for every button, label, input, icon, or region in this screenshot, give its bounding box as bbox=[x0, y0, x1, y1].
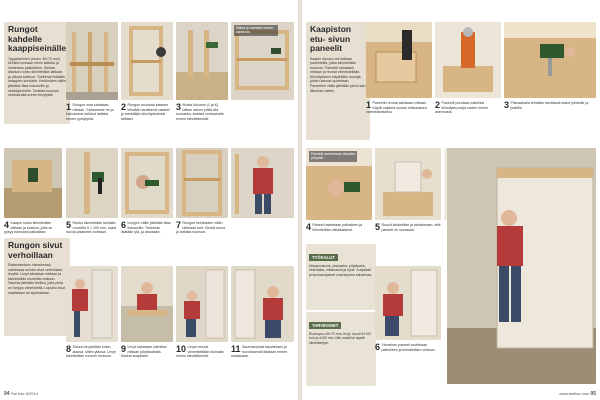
section2-title: Rungon sivut verhoillaan bbox=[8, 240, 63, 260]
photo-caption-overlay: Mittaa ja merkitse ennen sahausta. bbox=[234, 25, 278, 36]
step-4-photo bbox=[4, 148, 62, 218]
left-page-number: 94 bbox=[4, 391, 10, 397]
step-10-photo bbox=[176, 266, 228, 342]
step-8-caption: 8 Sivuun levytetään ensin alaosa, sitten yläosa. Levyt kiinnitetään ruuvein runkoon. bbox=[66, 344, 116, 358]
section2-intro: Rakentamisen viimeisessä vaiheessa seinän sivut verhoillaan levyllä. Levyt sahataan mittaan ja kiinnitetään ruuveilla runkoon. Saumat jätetään tiiviiksi, jotta pinta on helppo viimeistellä. Lopuksi sivut maalataan tai tapetoidaan. bbox=[8, 263, 66, 295]
panel-step-1-caption: 1 Paneelin reunat sahataan mittaan. Käytä ohjainta suoran leikkauksen varmistamiseksi. bbox=[366, 100, 428, 114]
panel-photo-note: Paneelit asennetaan alhaalta ylöspäin. bbox=[309, 151, 357, 162]
right-section-title: Kaapiston etu- sivun paneelit bbox=[310, 24, 352, 53]
step-1-caption: 1 Rungon osat sahataan mittaan. Sahaamme ne ja kokoamme kehikot lattialla ennen pystytystä. bbox=[66, 102, 114, 121]
panel-step-1-photo bbox=[366, 22, 432, 98]
tools-tip-heading: TYÖKALUT bbox=[309, 254, 338, 261]
materials-tip-heading: TARVIKKEET bbox=[309, 322, 341, 329]
step-9-photo bbox=[121, 266, 173, 342]
hero-photo bbox=[447, 148, 596, 384]
step-7-caption: 7 Rungon kehikoiden väliin laitetaan tuet. Kiristä ruuvit ja tarkista suoruus. bbox=[176, 220, 225, 234]
panel-step-5-caption: 5 Ruuvit kiristetään ja tarkistetaan, että paneeli on suorassa. bbox=[375, 222, 441, 232]
left-page bbox=[0, 0, 298, 400]
section1-header bbox=[4, 22, 70, 124]
step-3b-photo bbox=[231, 22, 294, 100]
materials-tip-text: Runkopuu 45×70 mm, levyt, ruuvit 5×100 mm ja 4×50 mm, kitti, maali tai tapetti viimeistelyyn. bbox=[309, 332, 372, 345]
step-6-photo bbox=[121, 148, 173, 218]
step-10-caption: 10 Levyn reunat viimeistellään hiomalla ennen kiinnittämistä. bbox=[176, 344, 224, 358]
step-11-caption: 11 Saumakohdat tasoitetaan ja ruuvinkannat kitataan ennen maalausta. bbox=[231, 344, 288, 358]
panel-step-6b-photo bbox=[375, 266, 441, 340]
panel-step-3-photo bbox=[504, 22, 596, 98]
panel-step-3-caption: 3 Pistosahalla tehdään tarvittavat aukot johdoille ja putkille. bbox=[504, 100, 589, 110]
panel-step-6-caption: 6 Viimeinen paneeli sovitetaan paikalleen ja kiinnitetään runkoon. bbox=[375, 342, 436, 352]
step-7b-photo bbox=[231, 148, 294, 218]
tools-tip-text: Akkuporakone, pistosaha, pöytäsaha, vesivaaka, mittanauha ja kynä. Suojalasit ja kuulosuojaimet ovat tarpeen sahatessa. bbox=[309, 264, 373, 277]
step-5-photo bbox=[66, 148, 118, 218]
right-section-header bbox=[306, 22, 370, 140]
left-folio bbox=[4, 391, 38, 397]
panel-step-2-caption: 2 Paneelit porataan valmiiksi kiinnitysruuveja varten ennen asennusta. bbox=[435, 100, 489, 114]
panel-step-4-caption: 4 Paneeli asetetaan paikalleen ja kiinnitetään väliaikaisesti. bbox=[306, 222, 363, 232]
step-2-photo bbox=[121, 22, 173, 100]
step-5-caption: 5 Runko kiinnitetään seinään ruuveilla 5 × 100 mm, kaksi ruuvia jokaiseen kohtaan. bbox=[66, 220, 117, 234]
section2-header bbox=[4, 238, 70, 336]
step-3-photo bbox=[176, 22, 228, 100]
right-section-intro: Kaapin etusivu verhoillaan paneeleilla, jotka kiinnitetään runkoon. Paneelit sahataan mittaan ja reunat viimeistellään. Kiinnitykseen käytetään ruuveja, joiden kannat upotetaan. Paneelien väliin jätetään pieni rako liikuntaa varten. bbox=[310, 56, 366, 93]
tools-tip-box bbox=[306, 244, 376, 310]
step-9-caption: 9 Levyt sahataan valmiiksi mittaan pöytäsahalla. Muista suojalasit. bbox=[121, 344, 167, 358]
step-7-photo bbox=[176, 148, 228, 218]
section1-intro: Tyyppiseinien (runko 45×70 mm) kehikot kootaan ensin lattialla ja nostetaan paikoilleen. Seinän alaosan runko kiinnitetään lattiaan ja yläosa kattoon. Tukirimat lisätään kaappien kohdalle. Kehikoiden väliin jätetään tilaa liukuoville ja sähköjohdoille. Tarkista suoruus vesivaa'alla ennen levytystä. bbox=[8, 56, 66, 98]
section1-title: Rungot kahdelle kaappiseinälle bbox=[8, 24, 67, 53]
step-8-photo bbox=[66, 266, 118, 342]
right-folio bbox=[559, 391, 596, 397]
right-page bbox=[302, 0, 600, 400]
right-folio-text: www.teeitse.com bbox=[559, 391, 590, 396]
right-page-number: 95 bbox=[590, 391, 596, 397]
step-6-caption: 6 Levyjen väliin jätetään tilaa liukuoville. Tukirimat lisätään ylä- ja alaosaan. bbox=[121, 220, 171, 234]
materials-tip-box bbox=[306, 312, 376, 386]
step-4-caption: 4 Kaapin runko kiinnitetään lattiaan ja kattoon, jotta se pysyy tukevasti paikallaan. bbox=[4, 220, 53, 234]
panel-step-5-photo bbox=[375, 148, 441, 220]
step-11-photo bbox=[231, 266, 294, 342]
step-3-caption: 3 Musta ikkunan (1 ja K) lattian aukon pitää olla suorassa, tarkista vesivaa'alla ennen kiinnittämistä. bbox=[176, 102, 224, 121]
step-1-photo bbox=[66, 22, 118, 100]
left-folio-text: Tee Itse 6/2014 bbox=[10, 391, 38, 396]
step-2-caption: 2 Rungon tuolosaa katsoen tehdään tarvittavat vasteet ja merkitään kiinnityskohdat lattiaan. bbox=[121, 102, 170, 121]
panel-step-2-photo bbox=[435, 22, 501, 98]
panel-step-4-photo bbox=[306, 148, 372, 220]
